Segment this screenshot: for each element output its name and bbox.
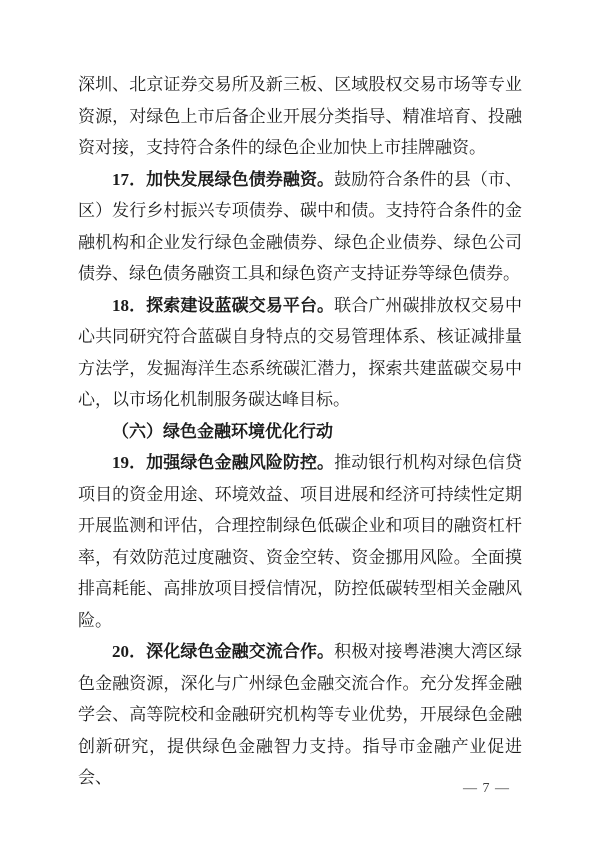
paragraph-18-text: 联合广州碳排放权交易中心共同研究符合蓝碳自身特点的交易管理体系、核证减排量方法学，发掘海洋生态系统碳汇潜力，探索共建蓝碳交易中心，以市场化机制服务碳达峰目标。 [78,295,523,409]
paragraph-17-lead: 17．加快发展绿色债券融资。 [112,169,335,189]
paragraph-17-text: 鼓励符合条件的县（市、区）发行乡村振兴专项债券、碳中和债。支持符合条件的金融机构和企业发行绿色金融债券、绿色企业债券、绿色公司债券、绿色债务融资工具和绿色资产支持证券等绿色债券。 [78,169,523,283]
paragraph-19 [78,447,522,636]
paragraph-19-text: 推动银行机构对绿色信贷项目的资金用途、环境效益、项目进展和经济可持续性定期开展监测和评估，合理控制绿色低碳企业和项目的融资杠杆率，有效防范过度融资、资金空转、资金挪用风险。全面摸排高耗能、高排放项目授信情况，防控低碳转型相关金融风险。 [78,453,523,630]
paragraph-20-lead: 20．深化绿色金融交流合作。 [112,642,335,661]
paragraph-text: 深圳、北京证券交易所及新三板、区域股权交易市场等专业资源，对绿色上市后备企业开展分类指导、精准培育、投融资对接，支持符合条件的绿色企业加快上市挂牌融资。 [78,75,522,157]
paragraph-20-text: 积极对接粤港澳大湾区绿色金融资源，深化与广州绿色金融交流合作。充分发挥金融学会、高等院校和金融研究机构等专业优势，开展绿色金融创新研究，提供绿色金融智力支持。指导市金融产业促进会、 [78,642,523,787]
page-number: — 7 — [463,781,510,796]
section-heading-6-label: （六）绿色金融环境优化行动 [112,421,333,441]
document-body [78,69,522,794]
section-heading-6 [78,416,522,448]
paragraph-continuation [78,69,522,164]
paragraph-20 [78,636,522,794]
paragraph-18 [78,290,522,416]
paragraph-18-lead: 18．探索建设蓝碳交易平台。 [112,295,335,315]
paragraph-19-lead: 19．加强绿色金融风险防控。 [112,453,335,472]
paragraph-17 [78,164,522,290]
